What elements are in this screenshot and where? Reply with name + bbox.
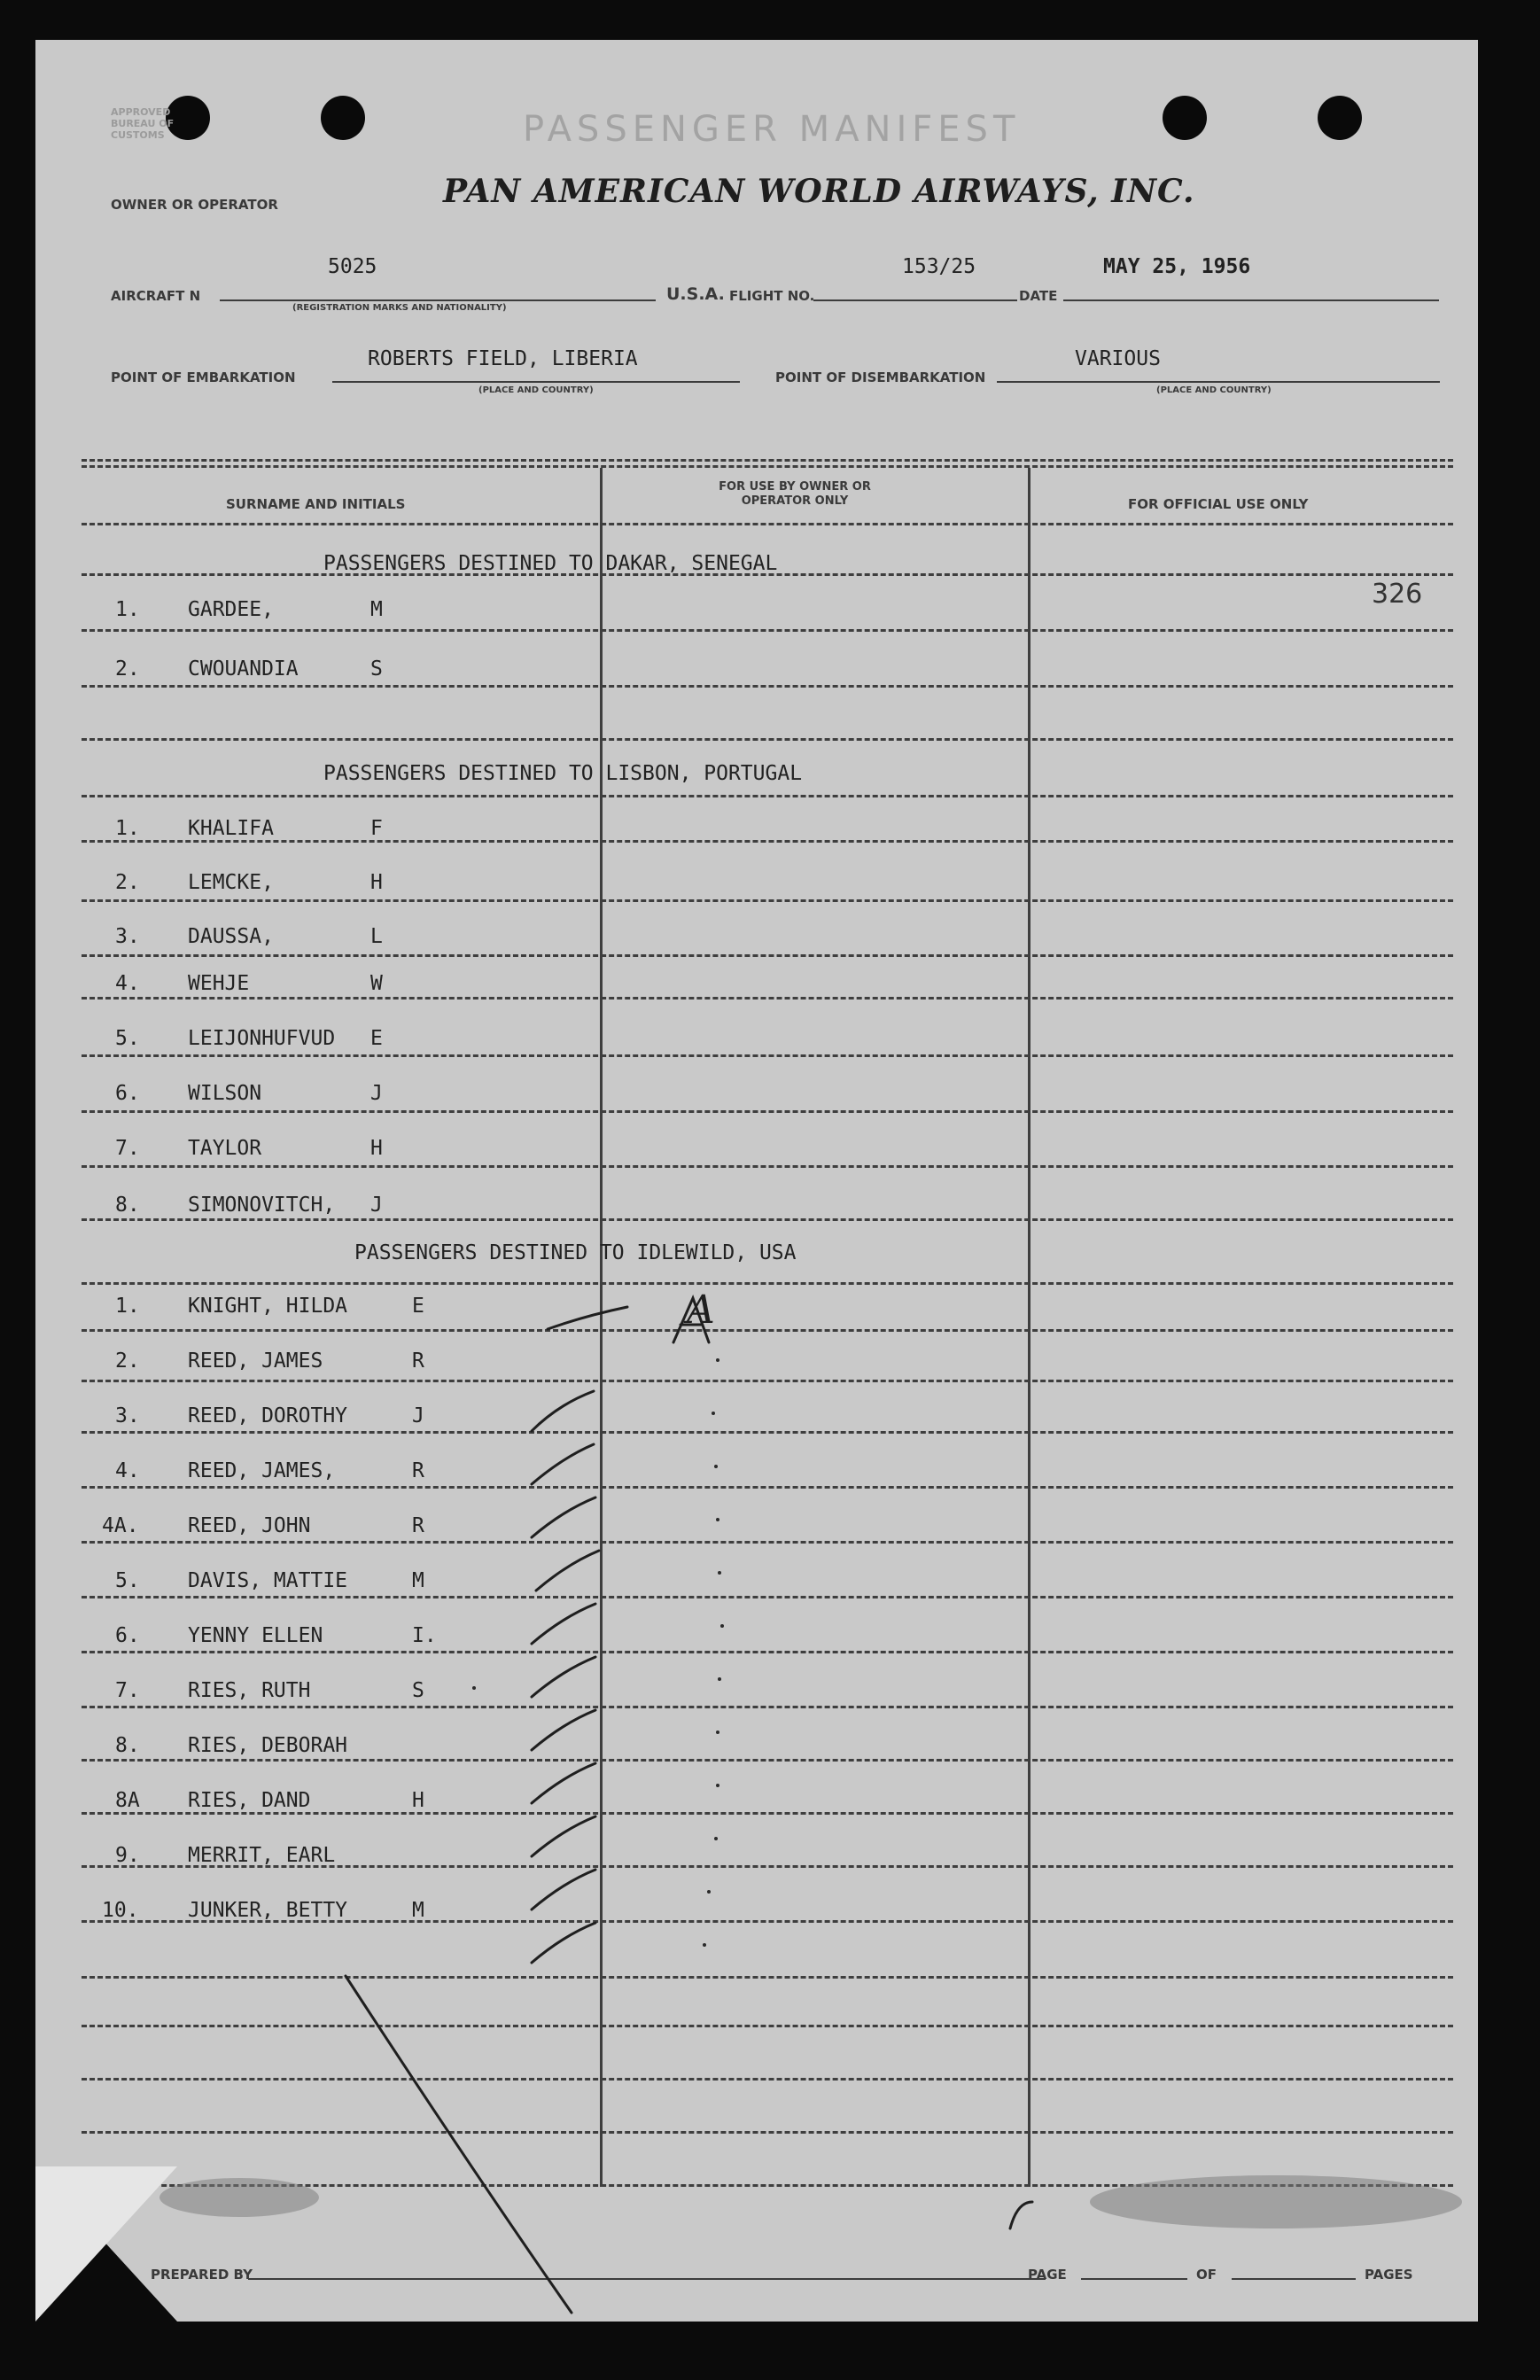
passenger-initial: R: [412, 1459, 424, 1482]
passenger-name: REED, JOHN: [188, 1514, 311, 1537]
passenger-name: REED, DOROTHY: [188, 1404, 348, 1427]
operator-name: PAN AMERICAN WORLD AIRWAYS, INC.: [443, 173, 1195, 210]
passenger-number: 10.: [102, 1899, 139, 1922]
flight-number: 153/25: [902, 255, 976, 278]
passenger-name: REED, JAMES,: [188, 1459, 336, 1482]
passenger-initial: M: [412, 1569, 424, 1592]
passenger-number: 2.: [115, 657, 140, 681]
passenger-number: 6.: [115, 1624, 140, 1647]
passenger-name: KHALIFA: [188, 817, 274, 840]
passenger-initial: M: [370, 598, 383, 621]
column-header-surname: SURNAME AND INITIALS: [226, 496, 406, 512]
passenger-initial: M: [412, 1899, 424, 1922]
passenger-number: 4A.: [102, 1514, 139, 1537]
handwritten-check-marks: [35, 40, 1478, 2322]
passenger-name: MERRIT, EARL: [188, 1844, 336, 1867]
disembarkation-label: POINT OF DISEMBARKATION: [775, 369, 986, 385]
column-header-owner: FOR USE BY OWNER OR OPERATOR ONLY: [719, 480, 871, 508]
passenger-name: DAUSSA,: [188, 925, 274, 948]
passenger-initial: S: [412, 1679, 424, 1702]
passenger-number: 6.: [115, 1082, 140, 1105]
passenger-name: SIMONOVITCH,: [188, 1194, 336, 1217]
section-heading: PASSENGERS DESTINED TO IDLEWILD, USA: [354, 1241, 797, 1264]
owner-label: OWNER OR OPERATOR: [111, 197, 278, 213]
passenger-number: 7.: [115, 1679, 140, 1702]
passenger-number: 3.: [115, 925, 140, 948]
passenger-initial: L: [370, 925, 383, 948]
passenger-initial: R: [412, 1349, 424, 1373]
passenger-initial: R: [412, 1514, 424, 1537]
page-label: PAGE: [1028, 2267, 1067, 2283]
passenger-name: REED, JAMES: [188, 1349, 323, 1373]
passenger-number: 5.: [115, 1027, 140, 1050]
folded-corner: [35, 2166, 177, 2322]
embarkation-point: ROBERTS FIELD, LIBERIA: [368, 347, 638, 370]
passenger-number: 8A: [115, 1789, 140, 1812]
usa-label: U.S.A.: [666, 284, 725, 304]
passenger-name: WILSON: [188, 1082, 262, 1105]
column-header-official: FOR OFFICIAL USE ONLY: [1128, 496, 1309, 512]
official-number: 326: [1372, 579, 1423, 610]
passenger-initial: H: [412, 1789, 424, 1812]
passenger-name: GARDEE,: [188, 598, 274, 621]
passenger-initial: S: [370, 657, 383, 681]
prepared-by-label: PREPARED BY: [151, 2267, 253, 2283]
section-heading: PASSENGERS DESTINED TO DAKAR, SENEGAL: [323, 552, 778, 575]
passenger-name: KNIGHT, HILDA: [188, 1295, 348, 1318]
passenger-initial: J: [370, 1194, 383, 1217]
customs-stamp: APPROVED BUREAU OF CUSTOMS: [111, 106, 175, 141]
passenger-name: LEIJONHUFVUD: [188, 1027, 336, 1050]
passenger-number: 1.: [115, 598, 140, 621]
passenger-number: 9.: [115, 1844, 140, 1867]
passenger-name: RIES, RUTH: [188, 1679, 311, 1702]
registration-note: (REGISTRATION MARKS AND NATIONALITY): [292, 303, 507, 313]
passenger-name: RIES, DEBORAH: [188, 1734, 348, 1757]
passenger-initial: W: [370, 972, 383, 995]
of-label: OF: [1196, 2267, 1217, 2283]
passenger-number: 8.: [115, 1734, 140, 1757]
passenger-number: 3.: [115, 1404, 140, 1427]
passenger-initial: E: [412, 1295, 424, 1318]
passenger-number: 4.: [115, 1459, 140, 1482]
passenger-name: RIES, DAND: [188, 1789, 311, 1812]
passenger-number: 1.: [115, 1295, 140, 1318]
passenger-number: 5.: [115, 1569, 140, 1592]
embarkation-label: POINT OF EMBARKATION: [111, 369, 296, 385]
embark-place-note: (PLACE AND COUNTRY): [478, 385, 594, 395]
section-heading: PASSENGERS DESTINED TO LISBON, PORTUGAL: [323, 762, 803, 785]
passenger-name: TAYLOR: [188, 1137, 262, 1160]
passenger-name: WEHJE: [188, 972, 250, 995]
passenger-number: 2.: [115, 871, 140, 894]
aircraft-number: 5025: [328, 255, 377, 278]
pages-label: PAGES: [1365, 2267, 1413, 2283]
passenger-initial: I.: [412, 1624, 437, 1647]
flight-date: MAY 25, 1956: [1103, 255, 1251, 278]
passenger-initial: H: [370, 871, 383, 894]
flight-label: FLIGHT NO.: [729, 288, 815, 304]
passenger-name: JUNKER, BETTY: [188, 1899, 348, 1922]
passenger-number: 2.: [115, 1349, 140, 1373]
passenger-number: 8.: [115, 1194, 140, 1217]
passenger-initial: J: [412, 1404, 424, 1427]
passenger-name: DAVIS, MATTIE: [188, 1569, 348, 1592]
date-label: DATE: [1019, 288, 1058, 304]
page-title: PASSENGER MANIFEST: [523, 109, 1021, 150]
passenger-initial: F: [370, 817, 383, 840]
passenger-initial: H: [370, 1137, 383, 1160]
passenger-name: LEMCKE,: [188, 871, 274, 894]
aircraft-label: AIRCRAFT N: [111, 288, 201, 304]
passenger-number: 7.: [115, 1137, 140, 1160]
disembarkation-point: VARIOUS: [1075, 347, 1161, 370]
handwritten-mark: A: [687, 1287, 715, 1333]
manifest-sheet: [35, 40, 1478, 2322]
disembark-place-note: (PLACE AND COUNTRY): [1156, 385, 1272, 395]
passenger-name: CWOUANDIA: [188, 657, 299, 681]
passenger-initial: E: [370, 1027, 383, 1050]
passenger-initial: J: [370, 1082, 383, 1105]
passenger-number: 4.: [115, 972, 140, 995]
passenger-number: 1.: [115, 817, 140, 840]
passenger-name: YENNY ELLEN: [188, 1624, 323, 1647]
